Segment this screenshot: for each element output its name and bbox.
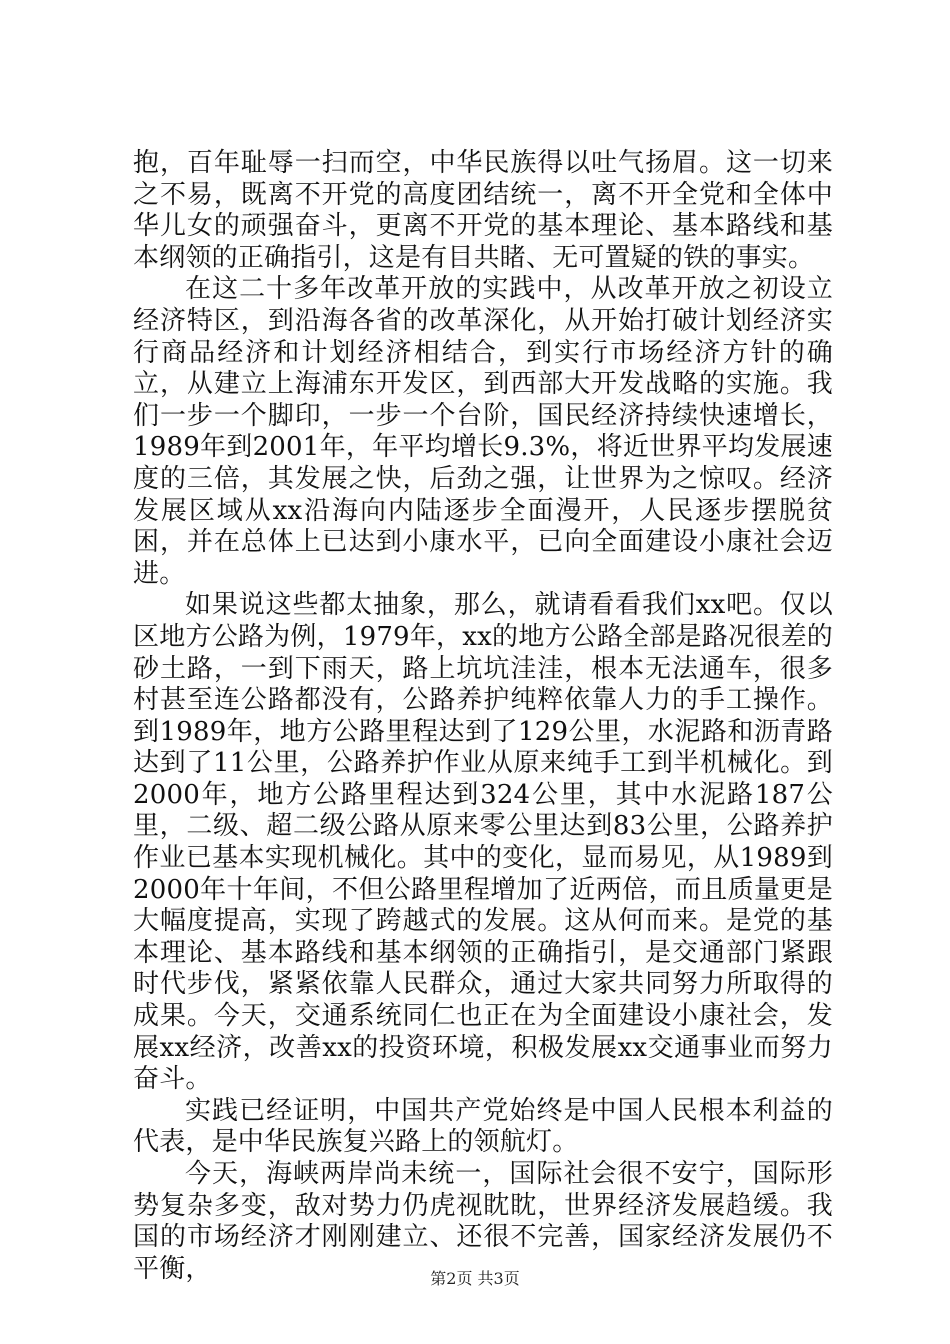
paragraph-5: 今天，海峡两岸尚未统一，国际社会很不安宁，国际形势复杂多变，敌对势力仍虎视眈眈，世界经济发展趋缓。我国的市场经济才刚刚建立、还很不完善，国家经济发展仍不平衡， [133,1159,833,1284]
paragraph-3: 如果说这些都太抽象，那么，就请看看我们xx吧。仅以区地方公路为例，1979年，xx的地方公路全部是路况很差的砂土路，一到下雨天，路上坑坑洼洼，根本无法通车，很多村甚至连公路都没有，公路养护纯粹依靠人力的手工操作。到1989年，地方公路里程达到了129公里，水泥路和沥青路达到了11公里，公路养护作业从原来纯手工到半机械化。到2000年，地方公路里程达到324公里，其中水泥路187公里，二级、超二级公路从原来零公里达到83公里，公路养护作业已基本实现机械化。其中的变化，显而易见，从1989到2000年十年间，不但公路里程增加了近两倍，而且质量更是大幅度提高，实现了跨越式的发展。这从何而来。是党的基本理论、基本路线和基本纲领的正确指引，是交通部门紧跟时代步伐，紧紧依靠人民群众，通过大家共同努力所取得的成果。今天，交通系统同仁也正在为全面建设小康社会，发展xx经济，改善xx的投资环境，积极发展xx交通事业而努力奋斗。 [133,590,833,1095]
paragraph-2: 在这二十多年改革开放的实践中，从改革开放之初设立经济特区，到沿海各省的改革深化，从开始打破计划经济实行商品经济和计划经济相结合，到实行市场经济方针的确立，从建立上海浦东开发区，到西部大开发战略的实施。我们一步一个脚印，一步一个台阶，国民经济持续快速增长，1989年到2001年，年平均增长9.3%，将近世界平均发展速度的三倍，其发展之快，后劲之强，让世界为之惊叹。经济发展区域从xx沿海向内陆逐步全面漫开，人民逐步摆脱贫困，并在总体上已达到小康水平，已向全面建设小康社会迈进。 [133,274,833,589]
paragraph-1: 抱，百年耻辱一扫而空，中华民族得以吐气扬眉。这一切来之不易，既离不开党的高度团结统一，离不开全党和全体中华儿女的顽强奋斗，更离不开党的基本理论、基本路线和基本纲领的正确指引，这是有目共睹、无可置疑的铁的事实。 [133,148,833,273]
page-footer: 第2页 共3页 [430,1269,520,1288]
paragraph-4: 实践已经证明，中国共产党始终是中国人民根本利益的代表，是中华民族复兴路上的领航灯。 [133,1095,833,1158]
document-body [133,148,833,1285]
